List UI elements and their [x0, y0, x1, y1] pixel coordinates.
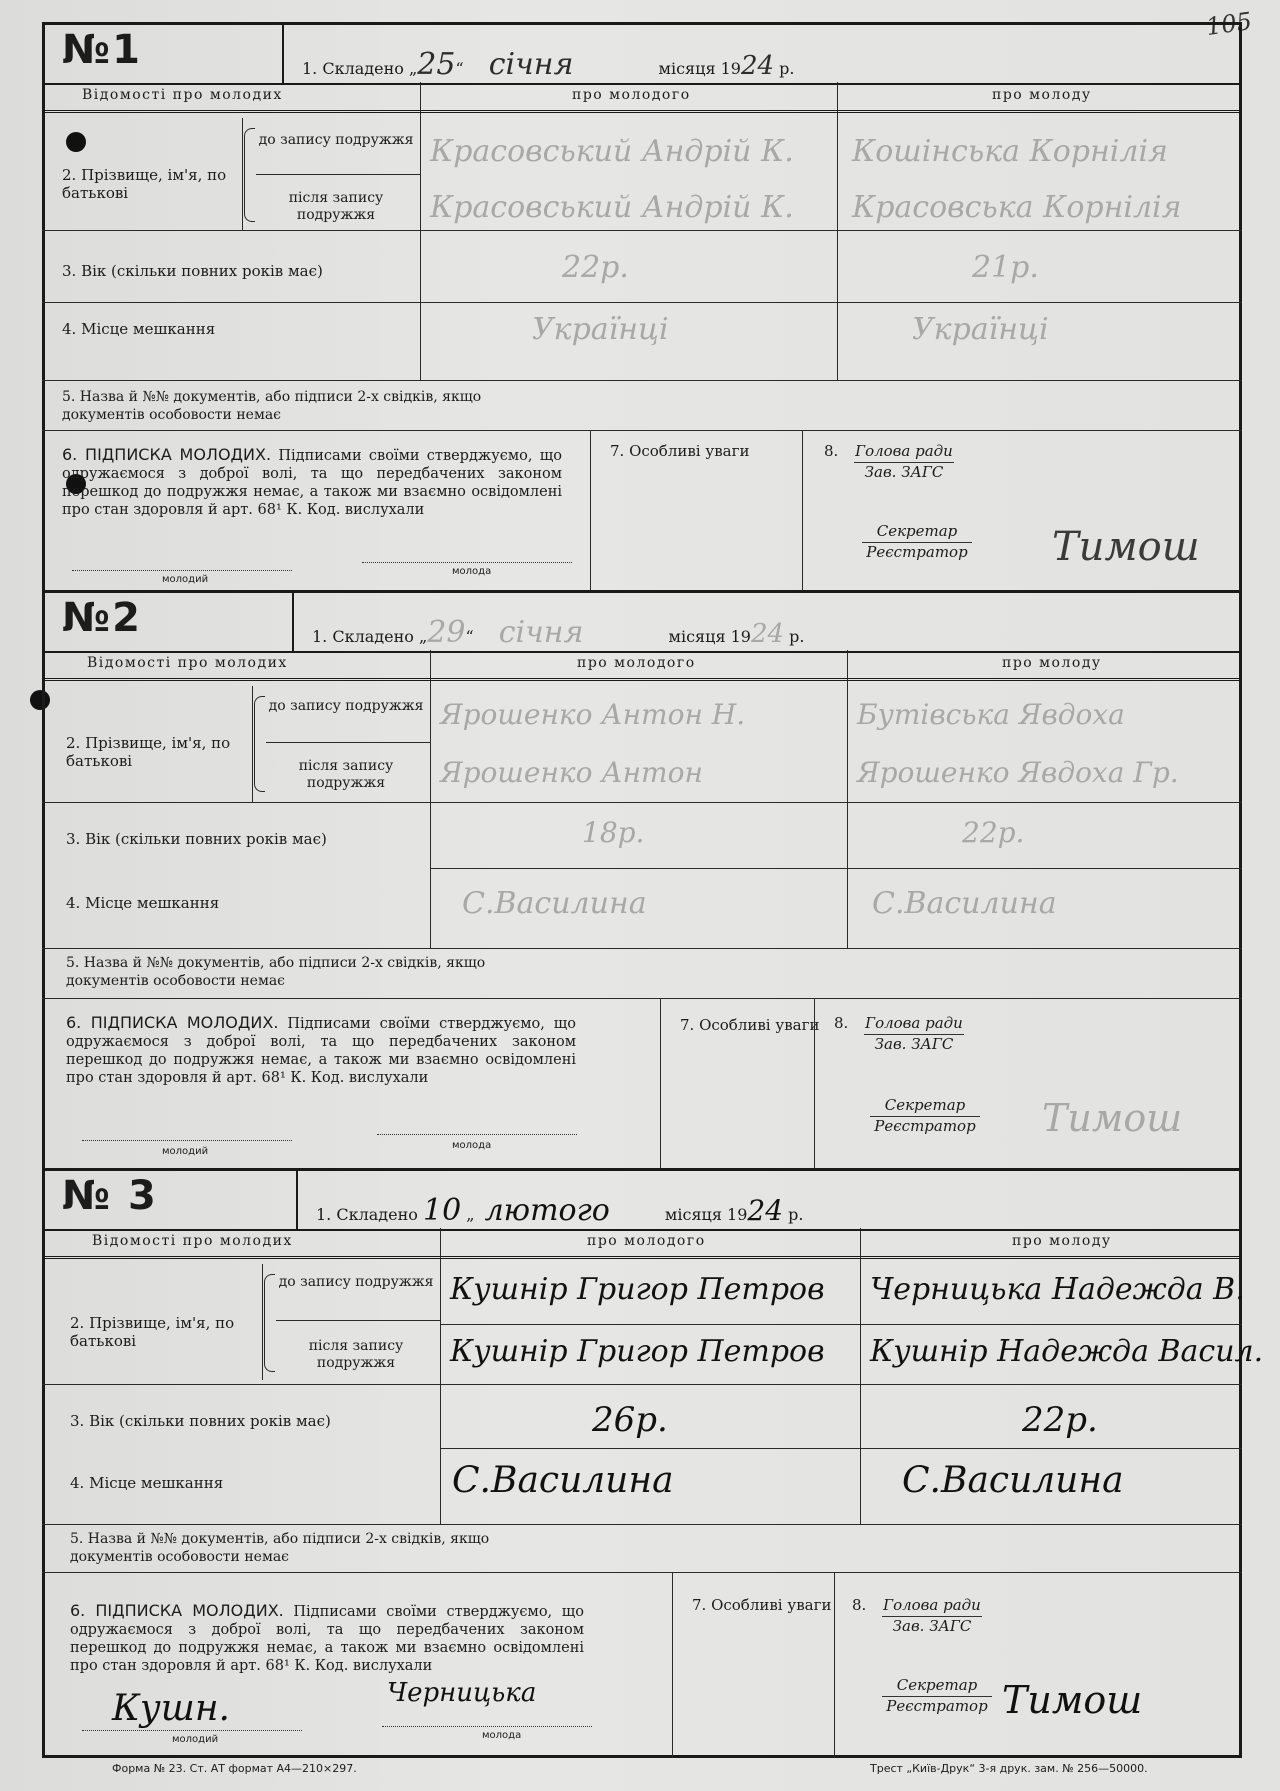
groom-residence: С.Василина	[462, 886, 647, 921]
groom-sig-caption: молодий	[162, 1146, 209, 1157]
page-number: 105	[1204, 6, 1254, 42]
marriage-record-2	[42, 590, 1242, 1168]
registrar-signature: Тимош	[1042, 1096, 1183, 1140]
record-year: 24	[747, 1194, 784, 1227]
residence-label: 4. Місце мешкання	[62, 320, 216, 338]
form-footer: Форма № 23. Ст. АТ формат А4—210×297.	[112, 1762, 357, 1775]
name-label: 2. Прізвище, ім'я, по батькові	[70, 1314, 235, 1350]
groom-signature: Кушн.	[112, 1688, 231, 1729]
bride-name-after: Кушнір Надежда Васил.	[870, 1334, 1264, 1369]
column-headers	[42, 650, 1242, 681]
head-label-num: 8.	[834, 1014, 849, 1032]
compiled-line: 1. Складено 10 „ лютого місяця 1924 р.	[316, 1193, 804, 1228]
bride-name-after: Красовська Корнілія	[852, 190, 1182, 225]
groom-name-after: Красовський Андрій К.	[430, 190, 794, 225]
record-number: №1	[62, 27, 142, 73]
name-label: 2. Прізвище, ім'я, по батькові	[62, 166, 227, 202]
age-label: 3. Вік (скільки повних років має)	[62, 262, 323, 280]
remarks-label: 7. Особливі уваги	[692, 1596, 832, 1614]
record-header	[42, 590, 1242, 653]
bride-header: про молоду	[1002, 655, 1102, 671]
column-headers	[42, 82, 1242, 113]
bride-age: 22р.	[962, 816, 1025, 849]
age-label: 3. Вік (скільки повних років має)	[66, 830, 327, 848]
name-label: 2. Прізвище, ім'я, по батькові	[66, 734, 231, 770]
bride-residence: С.Василина	[902, 1460, 1124, 1501]
docs-label: 5. Назва й №№ документів, або підписи 2-х свідків, якщо документів особовости немає	[70, 1531, 490, 1565]
groom-name-after: Ярошенко Антон	[440, 756, 703, 789]
year-suffix: р.	[788, 1205, 804, 1224]
groom-name-before: Кушнір Григор Петров	[450, 1272, 825, 1307]
pledge-block	[62, 446, 562, 519]
after-label: після запису подружжя	[288, 190, 384, 223]
remarks-label: 7. Особливі уваги	[680, 1016, 820, 1034]
registrar-label: Реєстратор	[882, 1696, 992, 1715]
bride-residence: С.Василина	[872, 886, 1057, 921]
info-header: Відомості про молодих	[92, 1233, 293, 1249]
record-month: січня	[498, 615, 584, 650]
bride-name-before: Бутівська Явдоха	[857, 698, 1125, 731]
before-label: до запису подружжя	[258, 132, 414, 148]
head-label: Голова ради	[883, 1596, 981, 1614]
bride-signature: Черницька	[387, 1678, 537, 1708]
groom-age: 26р.	[592, 1400, 668, 1440]
bride-sig-caption: молода	[452, 566, 492, 577]
zags-label: Зав. ЗАГС	[864, 1034, 964, 1053]
head-label-num: 8.	[852, 1596, 867, 1614]
record-header	[42, 22, 1242, 85]
zags-label: Зав. ЗАГС	[854, 462, 954, 481]
printer-footer: Трест „Київ-Друк“ 3-я друк. зам. № 256—50000.	[870, 1762, 1148, 1775]
registrar-signature: Тимош	[1002, 1678, 1143, 1722]
groom-name-before: Ярошенко Антон Н.	[440, 698, 746, 731]
bride-header: про молоду	[1012, 1233, 1112, 1249]
month-label: місяця 19	[658, 59, 741, 78]
pledge-text: Підписами своїми стверджуємо, що одружаємося з доброї волі, та що передбачених законом перешкод до подружжя немає, а також ми взаємно освідомлені про стан здоровля й арт. 68¹ К. Код. вислухали	[70, 1604, 584, 1674]
groom-name-before: Красовський Андрій К.	[430, 134, 794, 169]
pledge-title: 6. ПІДПИСКА МОЛОДИХ.	[66, 1013, 279, 1032]
record-day: 10	[423, 1193, 462, 1228]
year-suffix: р.	[779, 59, 795, 78]
groom-header: про молодого	[577, 655, 696, 671]
pledge-text: Підписами своїми стверджуємо, що одружаємося з доброї волі, та що передбачених законом перешкод до подружжя немає, а також ми взаємно освідомлені про стан здоровля й арт. 68¹ К. Код. вислухали	[66, 1016, 577, 1086]
before-label: до запису подружжя	[268, 698, 424, 714]
record-month: січня	[488, 47, 574, 82]
bride-name-before: Кошінська Корнілія	[852, 134, 1168, 169]
pledge-block	[66, 1014, 576, 1087]
groom-residence: С.Василина	[452, 1460, 674, 1501]
month-label: місяця 19	[664, 1205, 748, 1224]
bride-sig-caption: молода	[482, 1730, 522, 1741]
after-label: після запису подружжя	[298, 758, 394, 791]
compiled-line: 1. Складено „29“ січня місяця 1924 р.	[312, 615, 805, 650]
secretary-label: Секретар	[884, 1096, 966, 1114]
registrar-label: Реєстратор	[862, 542, 972, 561]
groom-residence: Українці	[532, 312, 669, 347]
bride-name-before: Черницька Надежда В.	[870, 1272, 1245, 1307]
groom-name-after: Кушнір Григор Петров	[450, 1334, 825, 1369]
docs-label: 5. Назва й №№ документів, або підписи 2-х свідків, якщо документів особовости немає	[66, 955, 486, 989]
month-label: місяця 19	[668, 627, 751, 646]
record-year: 24	[740, 51, 775, 81]
bride-age: 21р.	[972, 250, 1039, 285]
year-suffix: р.	[789, 627, 805, 646]
head-label-num: 8.	[824, 442, 839, 460]
registrar-signature: Тимош	[1052, 524, 1200, 570]
pledge-text: Підписами своїми стверджуємо, що одружаємося з доброї волі, та що передбачених законом перешкод до подружжя немає, а також ми взаємно освідомлені про стан здоровля й арт. 68¹ К. Код. вислухали	[62, 448, 563, 518]
docs-label: 5. Назва й №№ документів, або підписи 2-х свідків, якщо документів особовости немає	[62, 389, 482, 423]
bride-age: 22р.	[1022, 1400, 1098, 1440]
pledge-block	[70, 1602, 584, 1675]
groom-sig-caption: молодий	[172, 1734, 219, 1745]
record-year: 24	[750, 619, 785, 649]
bride-name-after: Ярошенко Явдоха Гр.	[857, 756, 1179, 789]
column-headers	[42, 1228, 1242, 1259]
record-number: № 3	[62, 1173, 158, 1219]
residence-label: 4. Місце мешкання	[66, 894, 220, 912]
groom-age: 22р.	[562, 250, 629, 285]
compiled-label: 1. Складено	[312, 627, 414, 646]
after-label: після запису подружжя	[308, 1338, 404, 1371]
compiled-label: 1. Складено	[316, 1205, 418, 1224]
marriage-record-1	[42, 22, 1242, 590]
compiled-line: 1. Складено „25“ січня місяця 1924 р.	[302, 47, 795, 82]
record-header	[42, 1168, 1242, 1231]
record-day: 29	[427, 615, 466, 650]
record-month: лютого	[484, 1193, 610, 1228]
marriage-record-3	[42, 1168, 1264, 1758]
record-day: 25	[417, 47, 456, 82]
head-label: Голова ради	[865, 1014, 963, 1032]
residence-label: 4. Місце мешкання	[70, 1474, 224, 1492]
pledge-title: 6. ПІДПИСКА МОЛОДИХ.	[62, 445, 272, 464]
bride-sig-caption: молода	[452, 1140, 492, 1151]
before-label: до запису подружжя	[278, 1274, 434, 1290]
groom-header: про молодого	[587, 1233, 706, 1249]
record-number: №2	[62, 595, 142, 641]
secretary-label: Секретар	[896, 1676, 978, 1694]
info-header: Відомості про молодих	[82, 87, 283, 103]
remarks-label: 7. Особливі уваги	[610, 442, 750, 460]
zags-label: Зав. ЗАГС	[882, 1616, 982, 1635]
groom-age: 18р.	[582, 816, 645, 849]
compiled-label: 1. Складено	[302, 59, 404, 78]
registrar-label: Реєстратор	[870, 1116, 980, 1135]
groom-sig-caption: молодий	[162, 574, 209, 585]
secretary-label: Секретар	[876, 522, 958, 540]
age-label: 3. Вік (скільки повних років має)	[70, 1412, 331, 1430]
groom-header: про молодого	[572, 87, 691, 103]
head-label: Голова ради	[855, 442, 953, 460]
info-header: Відомості про молодих	[87, 655, 288, 671]
pledge-title: 6. ПІДПИСКА МОЛОДИХ.	[70, 1601, 284, 1620]
bride-header: про молоду	[992, 87, 1092, 103]
bride-residence: Українці	[912, 312, 1049, 347]
